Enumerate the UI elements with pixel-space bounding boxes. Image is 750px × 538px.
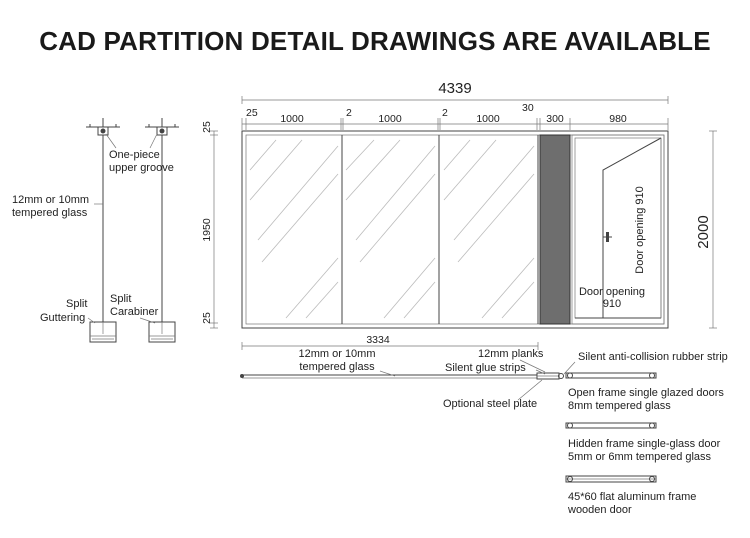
door-type-3-line2: wooden door [568, 504, 632, 516]
dim-top-30: 30 [522, 102, 534, 114]
left-section-detail [12, 118, 179, 342]
dim-top-2b: 2 [442, 107, 448, 119]
door-type-2-line2: 5mm or 6mm tempered glass [568, 451, 712, 463]
label-glass-2: tempered glass [12, 207, 88, 219]
door-opening-label-1: Door opening [578, 286, 646, 298]
split-carabiner-detail [149, 322, 175, 342]
door-opening-vertical: Door opening 910 [634, 186, 646, 274]
dim-left-25-top: 25 [201, 121, 213, 133]
split-guttering-detail [90, 322, 116, 342]
door-types [566, 373, 724, 516]
door-type-1-line1: Open frame single glazed doors [568, 387, 724, 399]
dim-top-1000b: 1000 [378, 113, 402, 125]
dim-left-25-bottom: 25 [201, 312, 213, 324]
label-upper-groove: upper groove [109, 162, 174, 174]
section-glue: Silent glue strips [445, 362, 526, 374]
door-type-open-frame [566, 373, 656, 378]
wood-panel [540, 135, 570, 324]
dim-bottom-3334: 3334 [366, 334, 390, 346]
dim-total-width: 4339 [438, 80, 472, 97]
label-guttering: Guttering [40, 312, 86, 324]
section-rubber: Silent anti-collision rubber strip [578, 351, 728, 363]
dim-top-2a: 2 [346, 107, 352, 119]
section-glass-2: tempered glass [299, 361, 375, 373]
upper-mount-right [145, 118, 179, 135]
label-split-1: Split [66, 298, 88, 310]
door-type-hidden-frame [566, 423, 656, 428]
dim-top-25: 25 [246, 107, 258, 119]
label-split-2: Split [110, 293, 132, 305]
door-type-2-line1: Hidden frame single-glass door [568, 438, 721, 450]
section-planks: 12mm planks [478, 348, 544, 360]
dim-top-980: 980 [609, 113, 627, 125]
section-steel: Optional steel plate [443, 398, 538, 410]
partition-elevation [201, 80, 717, 350]
label-glass-1: 12mm or 10mm [12, 194, 90, 206]
door-type-1-line2: 8mm tempered glass [568, 400, 671, 412]
dim-top-300: 300 [546, 113, 564, 125]
door-type-3-line1: 45*60 flat aluminum frame [568, 491, 697, 503]
door-opening-label-2: 910 [602, 298, 622, 310]
door-type-aluminum-frame [566, 476, 656, 482]
section-glass-1: 12mm or 10mm [298, 348, 376, 360]
label-carabiner: Carabiner [110, 306, 159, 318]
upper-mount-left [86, 118, 120, 135]
dim-left-1950: 1950 [201, 218, 213, 242]
glass-panels [250, 135, 538, 324]
dim-top-1000c: 1000 [476, 113, 500, 125]
label-one-piece: One-piece [109, 149, 160, 161]
dim-top-1000a: 1000 [280, 113, 304, 125]
page-title: CAD PARTITION DETAIL DRAWINGS ARE AVAILABLE [39, 26, 711, 56]
dim-total-height: 2000 [695, 215, 712, 249]
